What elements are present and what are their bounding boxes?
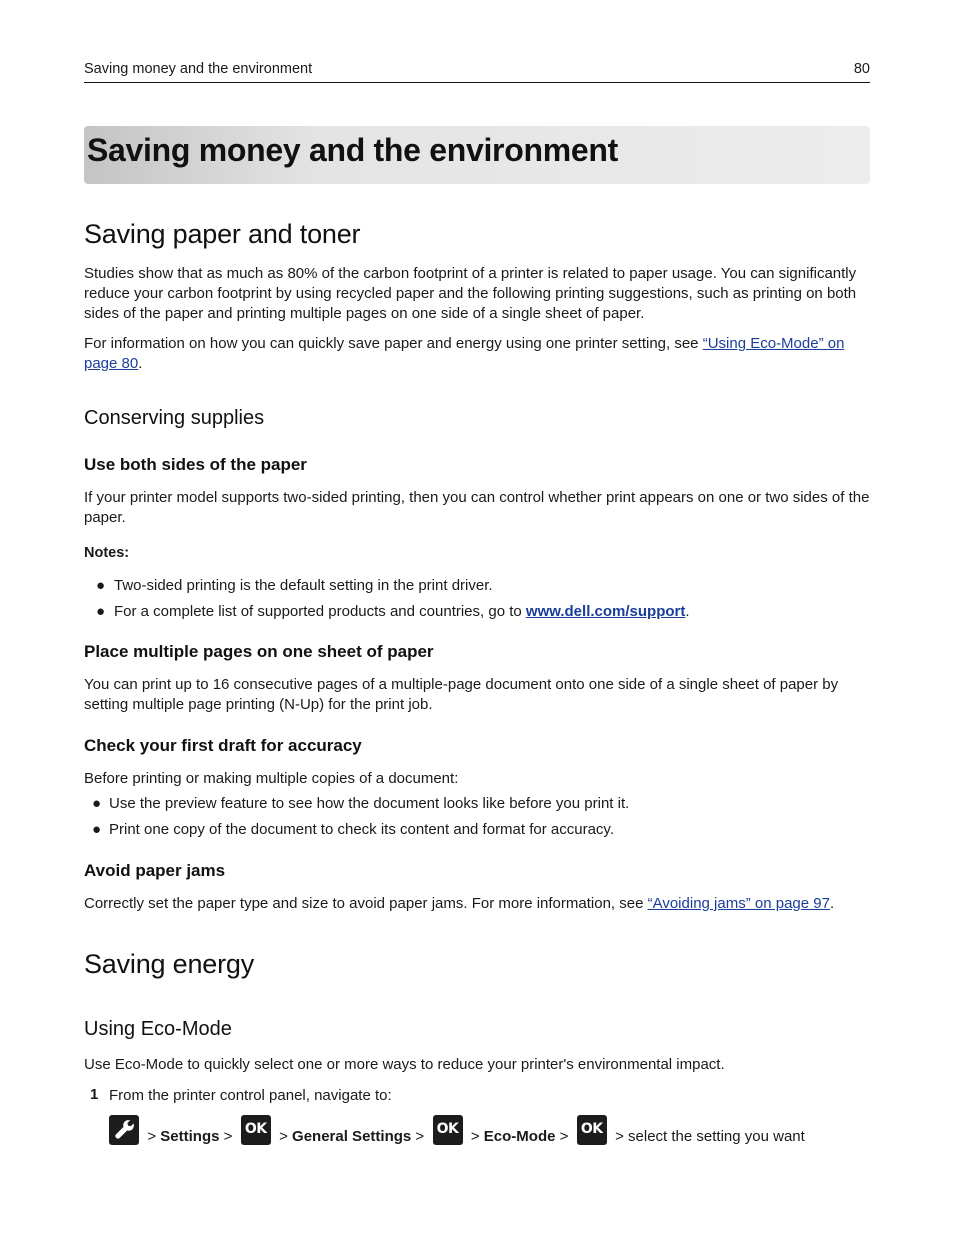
step-number: 1: [90, 1086, 99, 1103]
note-text-post: .: [685, 603, 690, 620]
paragraph-avoid-jams: [84, 894, 872, 914]
paragraph-text: For information on how you can quickly save paper and energy using one printer setting, see: [84, 335, 703, 352]
list-item-text: Use the preview feature to see how the document looks like before you print it.: [109, 795, 630, 812]
path-settings: Settings: [160, 1128, 220, 1145]
paragraph-n-up: You can print up to 16 consecutive pages of a multiple-page document onto one side of a single sheet of paper by setting multiple page printing (N-Up) for the print job.: [84, 676, 839, 713]
note-text: Two-sided printing is the default setting in the print driver.: [114, 577, 493, 594]
path-separator: >: [223, 1128, 233, 1145]
paragraph-draft-intro: Before printing or making multiple copies of a document:: [84, 770, 459, 787]
heading-avoid-jams: Avoid paper jams: [84, 861, 226, 880]
ok-label: OK: [580, 1121, 603, 1137]
note-text-pre: For a complete list of supported products and countries, go to: [114, 603, 526, 620]
heading-use-both-sides: Use both sides of the paper: [84, 455, 307, 474]
navigation-path: [109, 1115, 805, 1147]
path-separator: >: [147, 1128, 157, 1145]
list-item-text: Print one copy of the document to check its content and format for accuracy.: [109, 821, 614, 838]
eco-mode-link[interactable]: “Using Eco-Mode” on page 80: [84, 335, 845, 372]
paragraph-text-end: .: [829, 895, 835, 912]
chapter-title: Saving money and the environment: [87, 132, 618, 168]
bullet-icon: ●: [92, 821, 102, 838]
paragraph-carbon-footprint: Studies show that as much as 80% of the carbon footprint of a printer is related to paper usage. You can significantly reduce your carbon footprint by using recycled paper and the following printing suggestions, such as printing on both sides of the paper and printing multiple pages on one side of a single sheet of paper.: [84, 265, 857, 322]
paragraph-text-end: .: [138, 355, 143, 372]
notes-label: Notes:: [84, 545, 130, 561]
running-header-title: Saving money and the environment: [84, 61, 313, 77]
ok-button-icon[interactable]: [241, 1115, 271, 1145]
bullet-icon: ●: [92, 795, 102, 812]
path-separator: >: [470, 1128, 480, 1145]
bullet-icon: ●: [96, 603, 106, 620]
ok-label: OK: [436, 1121, 459, 1137]
heading-multiple-pages: Place multiple pages on one sheet of paper: [84, 642, 434, 661]
running-header: [84, 60, 870, 83]
page-number: 80: [853, 61, 870, 77]
note-text: [114, 602, 690, 622]
paragraph-eco-mode: Use Eco-Mode to quickly select one or more ways to reduce your printer's environmental impact.: [84, 1056, 725, 1073]
paragraph-eco-mode-reference: [84, 334, 872, 374]
path-separator: >: [415, 1128, 425, 1145]
paragraph-text: Correctly set the paper type and size to avoid paper jams. For more information, see: [84, 895, 648, 912]
path-general-settings: General Settings: [292, 1128, 412, 1145]
ok-button-icon[interactable]: [433, 1115, 463, 1145]
path-separator: >: [279, 1128, 288, 1145]
ok-button-icon[interactable]: [577, 1115, 607, 1145]
chapter-title-bar: [84, 126, 870, 184]
path-eco-mode: Eco-Mode: [483, 1128, 556, 1145]
bullet-icon: ●: [96, 577, 106, 594]
paragraph-two-sided: If your printer model supports two-sided printing, then you can control whether print appears on one or two sides of the paper.: [84, 489, 870, 526]
section-heading-saving-energy: Saving energy: [84, 949, 255, 979]
path-tail: > select the setting you want: [615, 1128, 805, 1145]
step-text: From the printer control panel, navigate to:: [109, 1087, 392, 1104]
avoiding-jams-link[interactable]: “Avoiding jams” on page 97: [647, 895, 830, 912]
section-heading-saving-paper: Saving paper and toner: [84, 219, 361, 249]
path-separator: >: [559, 1128, 569, 1145]
heading-first-draft: Check your first draft for accuracy: [84, 736, 362, 755]
subsection-heading-eco-mode: Using Eco-Mode: [84, 1018, 232, 1040]
ok-label: OK: [244, 1121, 267, 1137]
wrench-icon[interactable]: [109, 1115, 139, 1145]
subsection-heading-conserving-supplies: Conserving supplies: [84, 407, 265, 429]
dell-support-link[interactable]: www.dell.com/support: [525, 603, 686, 620]
